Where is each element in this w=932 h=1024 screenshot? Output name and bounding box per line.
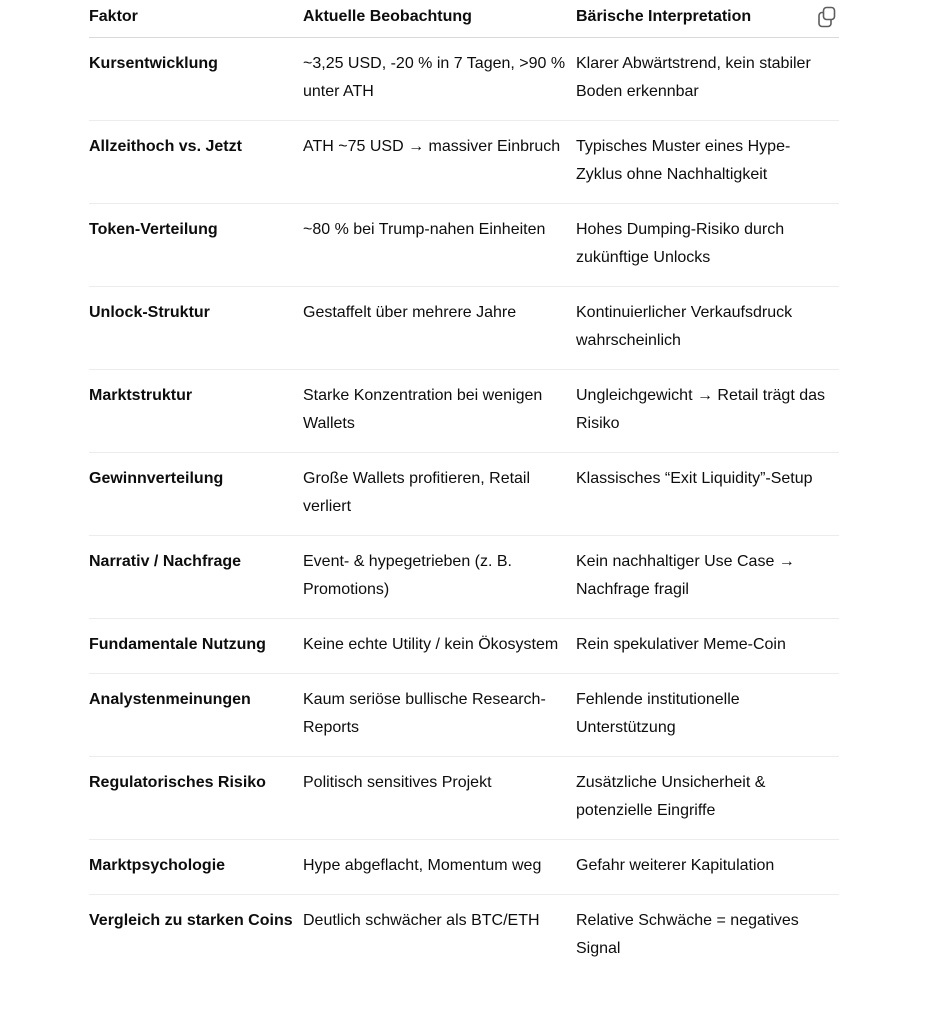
factor-cell: Vergleich zu starken Coins <box>89 912 293 929</box>
interpretation-cell: Zusätzliche Unsicherheit & potenzielle Eingriffe <box>576 757 839 840</box>
copy-icon <box>817 6 837 28</box>
factor-cell: Marktpsychologie <box>89 840 303 895</box>
table-row <box>89 674 839 757</box>
table-row <box>89 619 839 674</box>
table-row <box>89 204 839 287</box>
observation-cell: ~80 % bei Trump-nahen Einheiten <box>303 204 576 287</box>
factor-cell: Unlock-Struktur <box>89 287 303 370</box>
table-header-row <box>89 0 839 38</box>
observation-cell: Hype abgeflacht, Momentum weg <box>303 840 576 895</box>
interpretation-cell: Relative Schwäche = negatives Signal <box>576 912 799 957</box>
interpretation-cell: Rein spekulativer Meme-Coin <box>576 619 839 674</box>
header-observation: Aktuelle Beobachtung <box>303 0 576 38</box>
interpretation-cell: Klassisches “Exit Liquidity”-Setup <box>576 453 839 536</box>
factor-cell: Regulatorisches Risiko <box>89 757 303 840</box>
interpretation-cell: Klarer Abwärtstrend, kein stabiler Boden erkennbar <box>576 38 839 121</box>
table-row <box>89 757 839 840</box>
interpretation-cell: Hohes Dumping-Risiko durch zukünftige Unlocks <box>576 204 839 287</box>
bearish-analysis-table <box>89 0 839 977</box>
header-factor: Faktor <box>89 0 303 38</box>
table-row <box>89 840 839 895</box>
interpretation-cell: Gefahr weiterer Kapitulation <box>576 840 839 895</box>
factor-cell: Gewinnverteilung <box>89 453 303 536</box>
interpretation-cell: Kein nachhaltiger Use Case → Nachfrage fragil <box>576 536 839 619</box>
observation-cell: Keine echte Utility / kein Ökosystem <box>303 619 576 674</box>
observation-cell: ATH ~75 USD → massiver Einbruch <box>303 121 576 204</box>
observation-cell: Starke Konzentration bei wenigen Wallets <box>303 370 576 453</box>
observation-cell: Politisch sensitives Projekt <box>303 757 576 840</box>
observation-cell: ~3,25 USD, -20 % in 7 Tagen, >90 % unter ATH <box>303 38 576 121</box>
factor-cell: Kursentwicklung <box>89 38 303 121</box>
interpretation-cell: Fehlende institutionelle Unterstützung <box>576 674 839 757</box>
table-row <box>89 121 839 204</box>
factor-cell: Token-Verteilung <box>89 204 303 287</box>
observation-cell: Kaum seriöse bullische Research-Reports <box>303 674 576 757</box>
interpretation-cell: Typisches Muster eines Hype-Zyklus ohne Nachhaltigkeit <box>576 121 839 204</box>
interpretation-cell: Kontinuierlicher Verkaufsdruck wahrscheinlich <box>576 287 839 370</box>
table-row <box>89 370 839 453</box>
observation-cell: Event- & hypegetrieben (z. B. Promotions) <box>303 536 576 619</box>
header-interpretation: Bärische Interpretation <box>576 0 839 38</box>
copy-table-button[interactable] <box>815 5 839 29</box>
factor-cell: Marktstruktur <box>89 370 303 453</box>
interpretation-cell: Ungleichgewicht → Retail trägt das Risiko <box>576 370 839 453</box>
table-row <box>89 38 839 121</box>
factor-cell: Fundamentale Nutzung <box>89 619 303 674</box>
observation-cell: Gestaffelt über mehrere Jahre <box>303 287 576 370</box>
factor-cell: Analystenmeinungen <box>89 674 303 757</box>
factor-cell: Narrativ / Nachfrage <box>89 536 303 619</box>
observation-cell: Deutlich schwächer als BTC/ETH <box>303 912 540 929</box>
factor-cell: Allzeithoch vs. Jetzt <box>89 121 303 204</box>
table-row <box>89 895 839 978</box>
analysis-table-container <box>89 0 839 977</box>
observation-cell: Große Wallets profitieren, Retail verliert <box>303 453 576 536</box>
table-row <box>89 536 839 619</box>
table-row <box>89 287 839 370</box>
table-row <box>89 453 839 536</box>
